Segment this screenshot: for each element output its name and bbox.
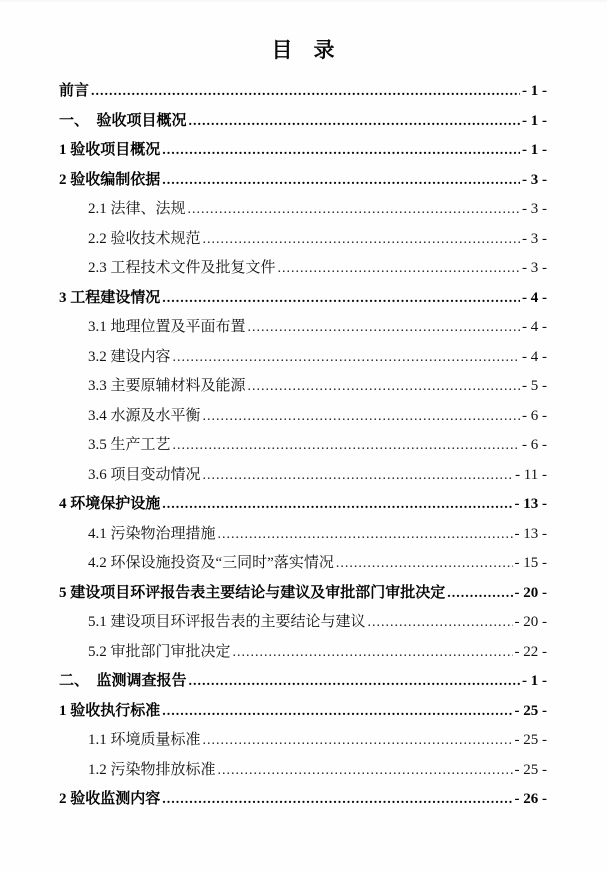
toc-entry-page: - 3 -	[522, 260, 547, 276]
toc-entry[interactable]	[59, 522, 547, 552]
toc-dot-leader	[203, 231, 520, 248]
toc-entry-label: 3.2 建设内容	[88, 348, 171, 365]
toc-entry[interactable]	[59, 433, 547, 463]
toc-dot-leader	[162, 791, 512, 808]
toc-entry-page: - 11 -	[515, 466, 547, 483]
toc-entry[interactable]	[59, 669, 547, 699]
toc-entry-label: 1.1 环境质量标准	[88, 732, 201, 748]
toc-entry-page: - 25 -	[514, 702, 547, 719]
toc-entry[interactable]	[59, 227, 547, 257]
toc-entry-label: 3.4 水源及水平衡	[88, 407, 201, 424]
toc-entry-label: 1.2 污染物排放标准	[88, 761, 216, 778]
toc-entry-label: 5 建设项目环评报告表主要结论与建议及审批部门审批决定	[59, 584, 446, 601]
toc-entry-label: 5.2 审批部门审批决定	[88, 643, 231, 660]
toc-dot-leader	[162, 142, 520, 159]
toc-entry-page: - 1 -	[522, 83, 547, 99]
toc-entry[interactable]	[59, 492, 547, 522]
toc-dot-leader	[248, 319, 520, 336]
toc-entry-page: - 5 -	[522, 378, 547, 394]
toc-entry[interactable]	[59, 699, 547, 729]
toc-entry-label: 3.5 生产工艺	[88, 437, 171, 453]
toc-entry-label: 前言	[59, 83, 90, 99]
toc-entry[interactable]	[59, 138, 547, 168]
toc-entry-label: 二、 监测调查报告	[59, 673, 187, 689]
toc-entry-label: 4.2 环保设施投资及“三同时”落实情况	[88, 555, 334, 571]
toc-entry[interactable]	[59, 463, 547, 493]
toc-entry-label: 一、 验收项目概况	[59, 112, 187, 129]
toc-dot-leader	[189, 113, 520, 130]
toc-entry[interactable]	[59, 728, 547, 758]
toc-list	[59, 79, 547, 817]
toc-dot-leader	[203, 732, 513, 749]
toc-dot-leader	[91, 83, 520, 100]
toc-entry[interactable]	[59, 109, 547, 139]
toc-entry[interactable]	[59, 197, 547, 227]
toc-dot-leader	[173, 349, 520, 366]
toc-entry-page: - 26 -	[514, 791, 547, 807]
toc-dot-leader	[203, 467, 514, 484]
toc-entry[interactable]	[59, 610, 547, 640]
toc-dot-leader	[218, 762, 513, 779]
toc-entry-label: 1 验收执行标准	[59, 702, 161, 719]
toc-dot-leader	[162, 496, 512, 513]
toc-dot-leader	[162, 703, 512, 720]
toc-entry[interactable]	[59, 286, 547, 316]
toc-entry[interactable]	[59, 315, 547, 345]
toc-entry-page: - 4 -	[522, 289, 547, 306]
toc-entry-label: 2 验收监测内容	[59, 791, 161, 807]
toc-entry-page: - 22 -	[514, 643, 547, 660]
toc-dot-leader	[218, 526, 513, 543]
toc-entry-page: - 13 -	[514, 525, 547, 542]
toc-entry[interactable]	[59, 787, 547, 817]
toc-dot-leader	[447, 585, 512, 602]
toc-entry-page: - 3 -	[522, 230, 547, 247]
toc-dot-leader	[173, 437, 520, 454]
toc-dot-leader	[188, 201, 520, 218]
toc-dot-leader	[203, 408, 520, 425]
toc-entry-label: 4.1 污染物治理措施	[88, 525, 216, 542]
toc-entry-page: - 1 -	[522, 673, 547, 689]
toc-entry[interactable]	[59, 374, 547, 404]
toc-dot-leader	[278, 260, 520, 277]
toc-entry-label: 1 验收项目概况	[59, 142, 161, 158]
toc-dot-leader	[368, 614, 513, 631]
toc-entry-label: 5.1 建设项目环评报告表的主要结论与建议	[88, 614, 366, 630]
toc-dot-leader	[189, 673, 520, 690]
toc-entry[interactable]	[59, 551, 547, 581]
toc-entry-label: 3.6 项目变动情况	[88, 466, 201, 483]
toc-entry[interactable]	[59, 345, 547, 375]
toc-entry-page: - 15 -	[514, 555, 547, 571]
toc-entry-page: - 6 -	[522, 437, 547, 453]
toc-entry-page: - 3 -	[522, 171, 547, 188]
toc-dot-leader	[233, 644, 513, 661]
toc-entry-page: - 25 -	[514, 761, 547, 778]
toc-entry-page: - 4 -	[522, 319, 547, 335]
toc-dot-leader	[162, 290, 520, 307]
toc-entry-page: - 13 -	[514, 496, 547, 512]
toc-dot-leader	[336, 555, 513, 572]
toc-entry-label: 3.3 主要原辅材料及能源	[88, 378, 246, 394]
toc-entry-page: - 1 -	[522, 112, 547, 129]
page-title: 目 录	[271, 38, 335, 62]
toc-entry-page: - 20 -	[514, 614, 547, 630]
toc-entry[interactable]	[59, 79, 547, 109]
toc-entry-page: - 4 -	[522, 348, 547, 365]
toc-entry-label: 2.3 工程技术文件及批复文件	[88, 260, 276, 276]
toc-entry[interactable]	[59, 758, 547, 788]
toc-entry-page: - 25 -	[514, 732, 547, 748]
toc-entry-label: 3 工程建设情况	[59, 289, 161, 306]
toc-entry-page: - 6 -	[522, 407, 547, 424]
toc-dot-leader	[248, 378, 520, 395]
toc-entry-label: 3.1 地理位置及平面布置	[88, 319, 246, 335]
toc-entry-page: - 20 -	[514, 584, 547, 601]
toc-entry[interactable]	[59, 404, 547, 434]
toc-entry[interactable]	[59, 640, 547, 670]
toc-entry-label: 2 验收编制依据	[59, 171, 161, 188]
toc-entry-label: 2.2 验收技术规范	[88, 230, 201, 247]
toc-dot-leader	[162, 172, 520, 189]
toc-entry-label: 2.1 法律、法规	[88, 201, 186, 217]
toc-entry[interactable]	[59, 256, 547, 286]
toc-entry-page: - 3 -	[522, 201, 547, 217]
toc-entry[interactable]	[59, 168, 547, 198]
toc-entry-page: - 1 -	[522, 142, 547, 158]
toc-entry-label: 4 环境保护设施	[59, 496, 161, 512]
toc-entry[interactable]	[59, 581, 547, 611]
